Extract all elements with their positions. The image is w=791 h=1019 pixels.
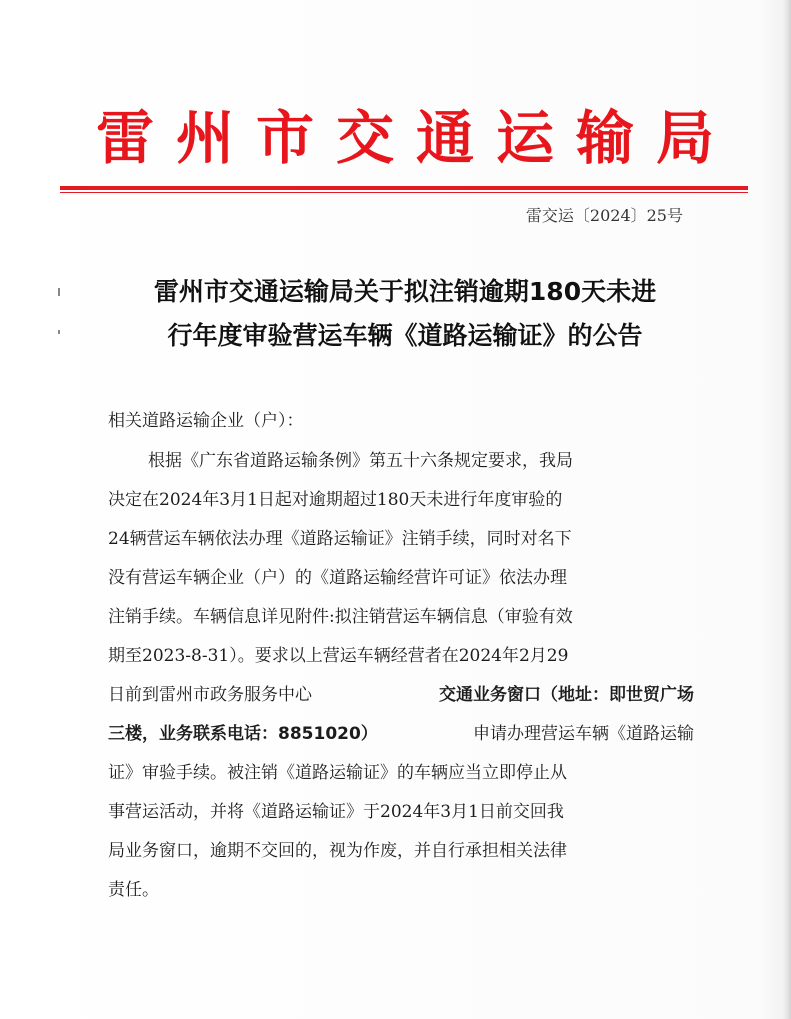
body-line: 证》审验手续。被注销《道路运输证》的车辆应当立即停止从 — [108, 763, 567, 783]
body-text — [108, 442, 694, 910]
body-line: 期至2023-8-31）。要求以上营运车辆经营者在2024年2月29 — [108, 646, 569, 666]
body-line: 局业务窗口，逾期不交回的，视为作废，并自行承担相关法律 — [108, 841, 567, 861]
page-edge-shadow — [783, 0, 791, 1019]
body-line-plain: 申请办理营运车辆《道路运输 — [473, 724, 694, 744]
letterhead-red-rule-thin — [60, 192, 748, 193]
office-phone: 三楼，业务联系电话：8851020） — [108, 724, 378, 744]
body-line: 注销手续。车辆信息详见附件:拟注销营运车辆信息（审验有效 — [108, 607, 573, 627]
salutation: 相关道路运输企业（户）： — [108, 411, 304, 431]
body-line — [108, 715, 694, 754]
body-line: 事营运活动，并将《道路运输证》于2024年3月1日前交回我 — [108, 802, 564, 822]
body-line: 责任。 — [108, 880, 159, 900]
title-line-1: 雷州市交通运输局关于拟注销逾期180天未进 — [153, 277, 657, 306]
body-line: 根据《广东省道路运输条例》第五十六条规定要求，我局 — [148, 451, 573, 471]
announcement-title — [60, 270, 750, 358]
title-line-2: 行年度审验营运车辆《道路运输证》的公告 — [167, 321, 643, 350]
body-line: 没有营运车辆企业（户）的《道路运输经营许可证》依法办理 — [108, 568, 567, 588]
body-line: 决定在2024年3月1日起对逾期超过180天未进行年度审验的 — [108, 490, 563, 510]
body-line — [108, 676, 694, 715]
body-line: 24辆营运车辆依法办理《道路运输证》注销手续，同时对名下 — [108, 529, 572, 549]
document-number: 雷交运〔2024〕25号 — [525, 206, 683, 225]
body-line-plain: 日前到雷州市政务服务中心 — [108, 685, 312, 705]
office-window-address: 交通业务窗口（地址：即世贸广场 — [439, 685, 694, 705]
binding-mark — [58, 330, 60, 334]
letterhead-title: 雷州市交通运输局 — [95, 104, 736, 172]
letterhead-red-rule — [60, 186, 748, 190]
binding-mark — [58, 288, 60, 296]
